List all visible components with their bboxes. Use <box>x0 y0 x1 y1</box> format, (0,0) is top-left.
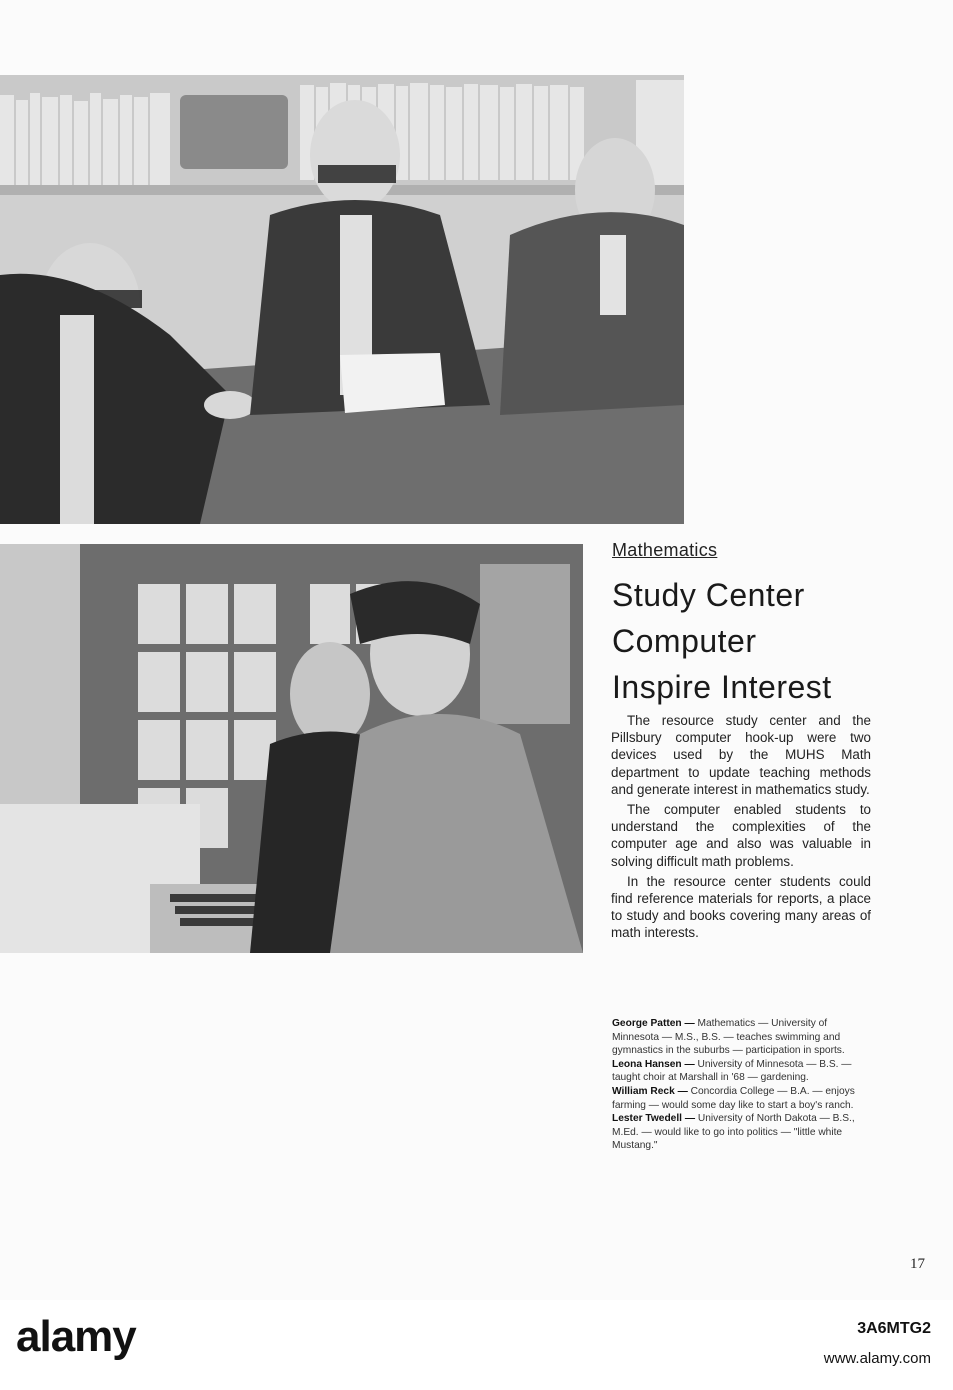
caption-name: Lester Twedell — <box>612 1113 696 1125</box>
headline-line: Inspire Interest <box>612 669 832 705</box>
students-computer-photo <box>0 544 583 953</box>
article-paragraph: The computer enabled students to understand the complexities of the computer age and also was valuable in solving difficult math problems. <box>611 802 871 869</box>
faculty-captions <box>612 1017 874 1153</box>
article-body <box>611 712 871 945</box>
watermark-url: www.alamy.com <box>823 1350 931 1367</box>
watermark-logo: alamy <box>16 1312 136 1361</box>
article-paragraph: In the resource center students could find reference materials for reports, a place to study and books covering many areas of math interests. <box>611 873 871 941</box>
caption-text: University of Minnesota — B.S. — taught choir at Marshall in '68 — gardening. <box>612 1058 852 1084</box>
faculty-photo-top <box>0 75 684 524</box>
caption-text: Mathematics — University of Minnesota — M.S., B.S. — teaches swimming and gymnastics in the suburbs — participation in sports. <box>612 1018 845 1057</box>
caption-name: Leona Hansen — <box>612 1058 695 1070</box>
headline-line: Study Center <box>612 577 805 613</box>
caption-text: University of North Dakota — B.S., M.Ed. — would like to go into politics — "little white Mustang." <box>612 1113 855 1152</box>
page-headline <box>612 572 912 710</box>
caption-entry <box>612 1017 874 1058</box>
caption-entry <box>612 1085 874 1112</box>
watermark-image-id: 3A6MTG2 <box>857 1320 931 1337</box>
caption-entry <box>612 1058 874 1085</box>
headline-line: Computer <box>612 623 757 659</box>
watermark-bar <box>0 1300 953 1390</box>
section-label: Mathematics <box>612 540 718 560</box>
page-number: 17 <box>910 1256 925 1272</box>
caption-name: William Reck — <box>612 1085 688 1097</box>
article-paragraph: The resource study center and the Pillsbury computer hook-up were two devices used by the MUHS Math department to update teaching methods and generate interest in mathematics study. <box>611 713 871 797</box>
caption-name: George Patten — <box>612 1018 695 1029</box>
caption-text: Concordia College — B.A. — enjoys farming — would some day like to start a boy's ranch. <box>612 1085 855 1111</box>
caption-entry <box>612 1112 874 1153</box>
